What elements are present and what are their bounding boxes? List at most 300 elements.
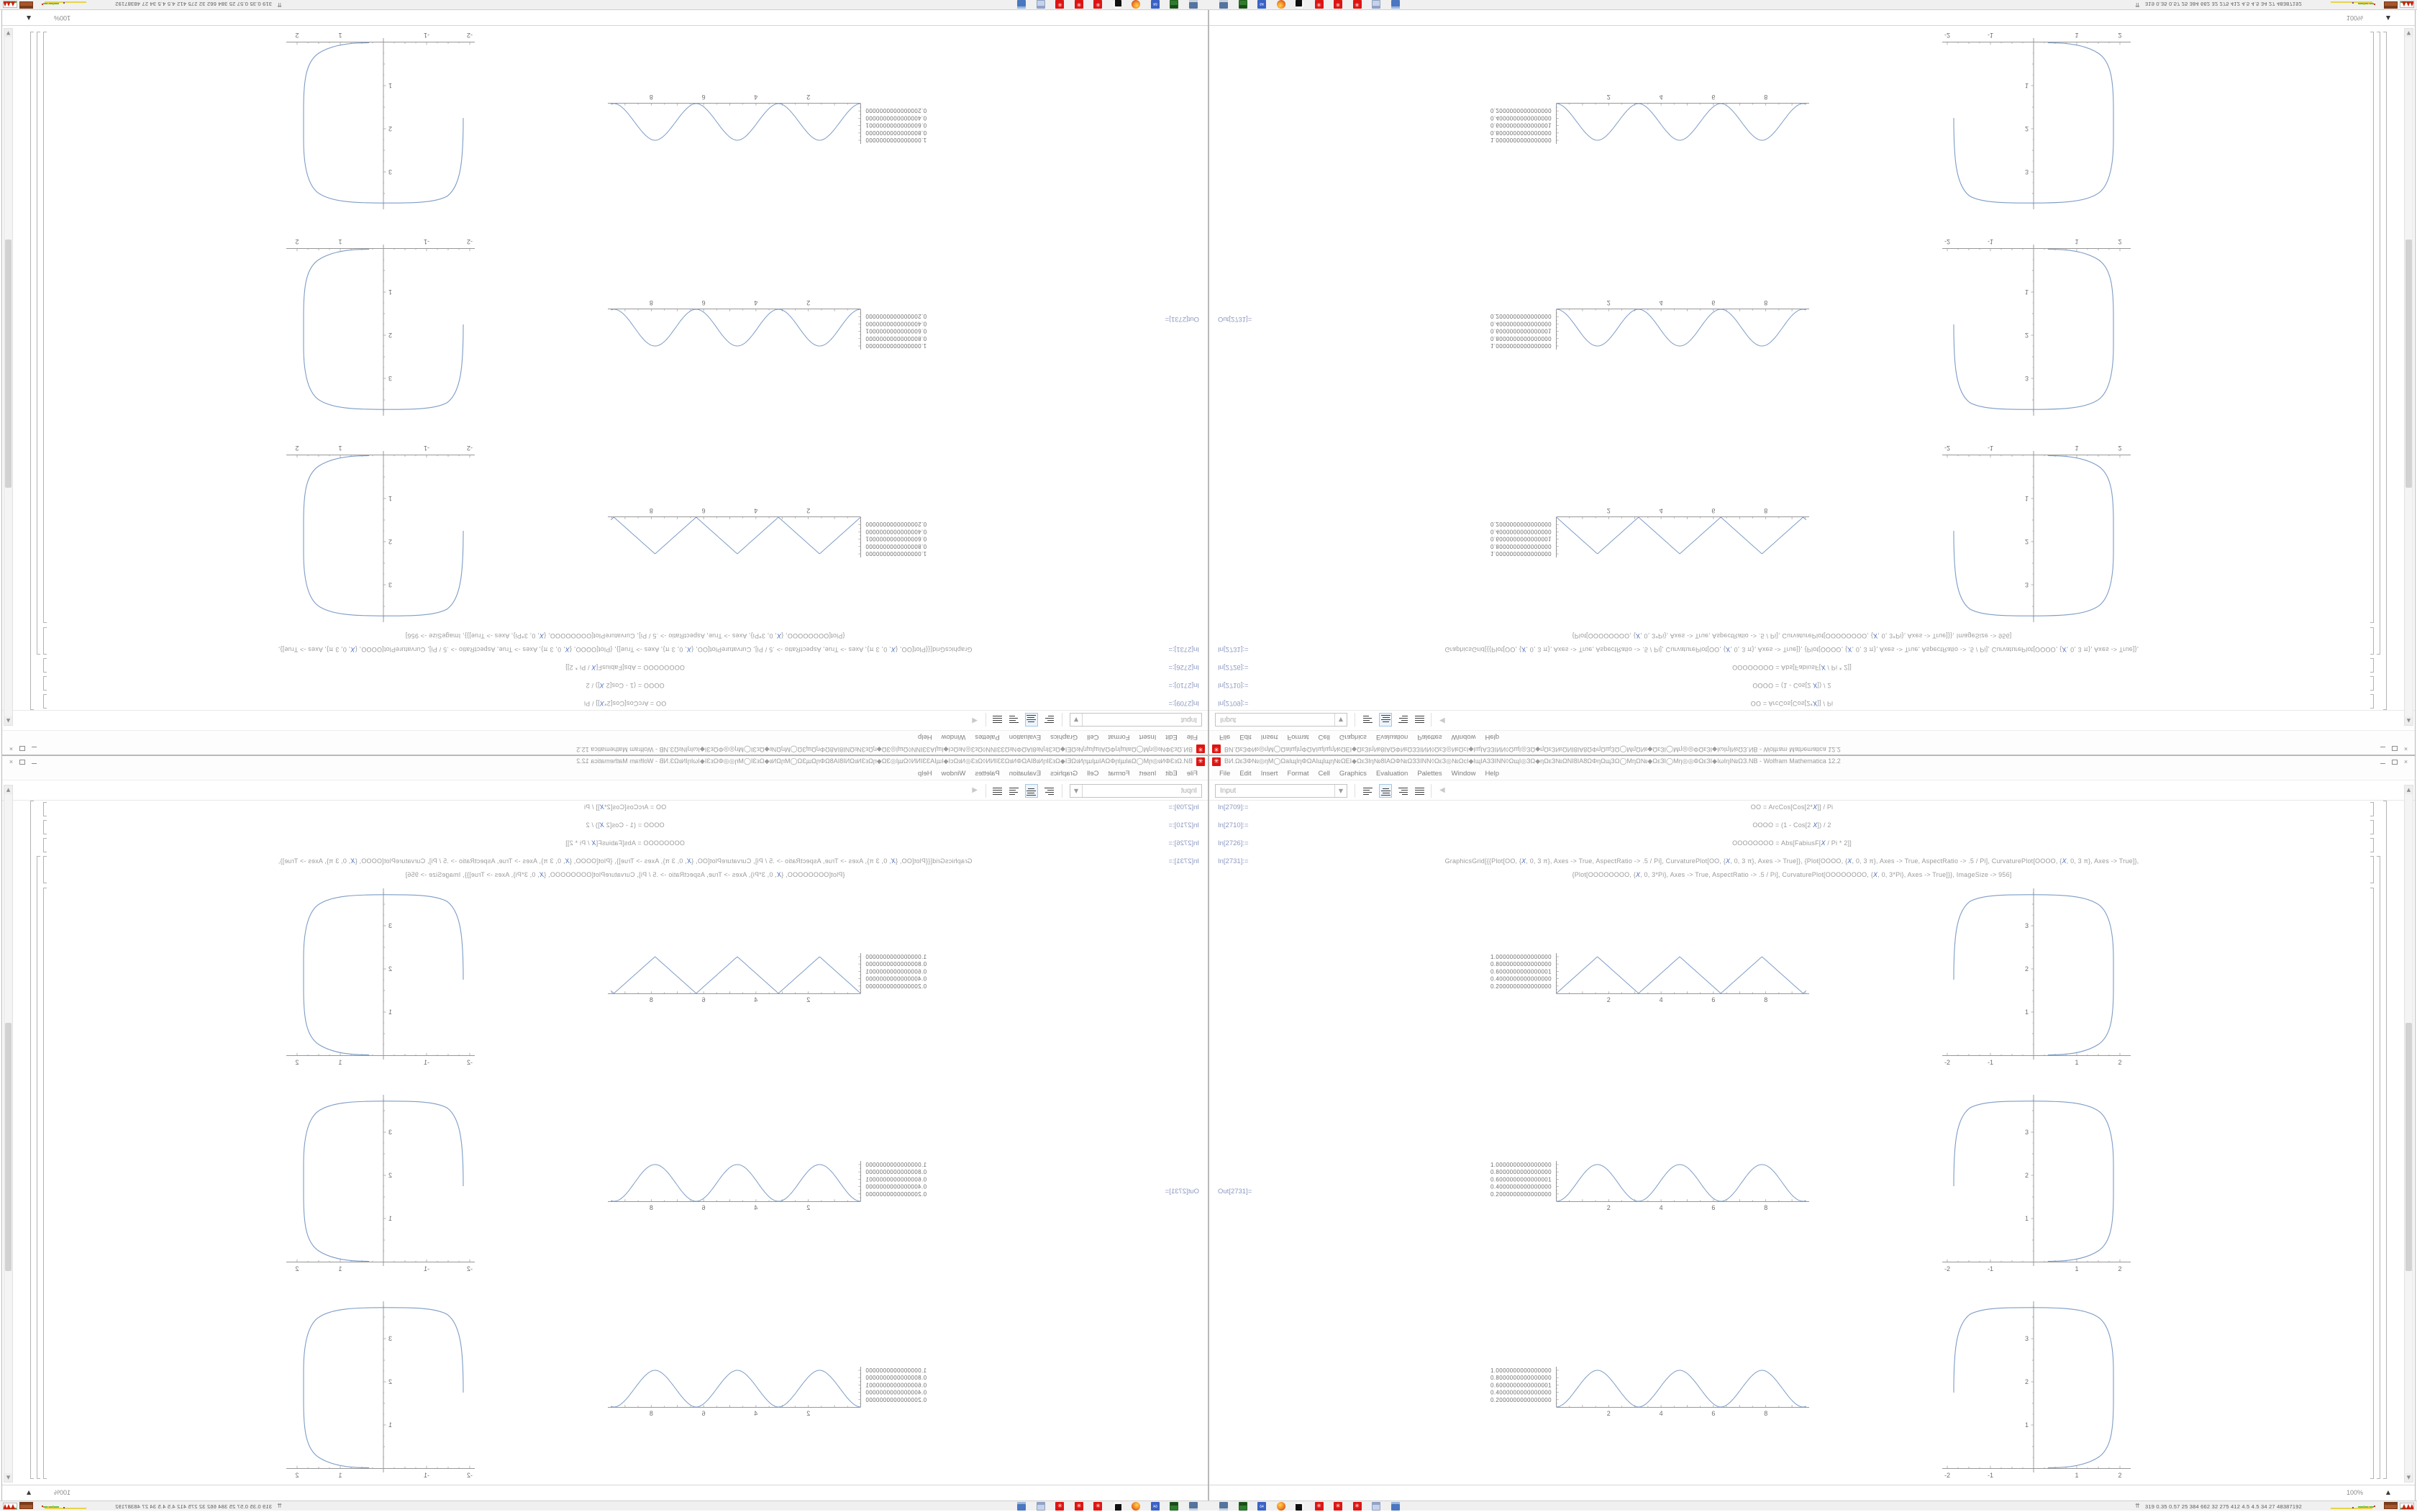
cell-bracket[interactable] — [43, 32, 47, 623]
scrollbar-thumb[interactable] — [2405, 240, 2412, 488]
menu-item-edit[interactable]: Edit — [1239, 733, 1252, 741]
menu-item-insert[interactable]: Insert — [1260, 733, 1278, 741]
svg-text:2: 2 — [2024, 1172, 2029, 1179]
menu-item-edit[interactable]: Edit — [1239, 770, 1252, 778]
restore-button[interactable] — [2390, 744, 2399, 753]
vm-taskbar-icon[interactable] — [1239, 1502, 1247, 1511]
svg-text:2: 2 — [806, 1410, 811, 1417]
cell-bracket[interactable] — [2370, 32, 2374, 623]
zoom-level[interactable]: 100% — [2346, 14, 2363, 22]
input-code-line[interactable]: OO = ArcCos[Cos[2*X]] / Pi — [1750, 700, 1834, 707]
screenshot-taskbar-icon[interactable] — [1219, 1502, 1228, 1511]
scroll-up-icon[interactable]: ▲ — [2405, 716, 2413, 725]
svg-text:0.8000000000000000: 0.8000000000000000 — [1490, 542, 1552, 550]
svg-text:1: 1 — [388, 1008, 393, 1016]
svg-text:1: 1 — [2075, 1059, 2079, 1066]
svg-text:4: 4 — [1659, 507, 1663, 514]
format-toolbar — [2, 780, 1208, 801]
cell-bracket[interactable] — [43, 676, 47, 691]
title-bar[interactable] — [2, 742, 1208, 755]
cell-style-dropdown[interactable] — [1070, 713, 1202, 727]
input-code-line[interactable]: OO = ArcCos[Cos[2*X]] / Pi — [583, 700, 667, 707]
vm-taskbar-icon[interactable] — [1170, 0, 1179, 9]
cell-bracket[interactable] — [43, 888, 47, 1479]
chevron-down-icon[interactable]: ▼ — [1334, 785, 1347, 797]
magnification-grip-icon[interactable]: ▲ — [27, 15, 32, 22]
svg-text:2: 2 — [806, 1204, 811, 1211]
tray-arrows-icon: ⇈ — [2135, 1503, 2140, 1509]
svg-text:0.4000000000000000: 0.4000000000000000 — [865, 528, 927, 535]
title-bar[interactable] — [1209, 756, 2415, 768]
align-right-button[interactable] — [1396, 713, 1409, 727]
scroll-up-icon[interactable]: ▲ — [2405, 785, 2413, 794]
menu-item-insert[interactable]: Insert — [1260, 770, 1278, 778]
svg-text:8: 8 — [1764, 1410, 1768, 1417]
svg-text:3: 3 — [388, 375, 393, 382]
tray-dot-yellow — [47, 3, 49, 4]
wave-plot-row2-sin2 — [604, 291, 942, 351]
svg-text:-1: -1 — [1987, 32, 1994, 39]
svg-text:2: 2 — [1606, 299, 1611, 306]
svg-text:2: 2 — [2024, 965, 2029, 973]
align-left-button[interactable] — [1042, 713, 1055, 727]
cell-bracket[interactable] — [2377, 856, 2380, 1479]
floppy-taskbar-icon[interactable]: 64 — [1257, 1502, 1266, 1511]
cell-bracket[interactable] — [2370, 658, 2374, 673]
calc-taskbar-icon[interactable] — [1372, 1502, 1380, 1511]
vertical-scrollbar[interactable] — [4, 785, 13, 1483]
svg-text:0.2000000000000000: 0.2000000000000000 — [1490, 1190, 1552, 1198]
calc-taskbar-icon[interactable] — [1372, 0, 1380, 9]
curvature-plot-row2 — [1939, 1092, 2134, 1273]
floppy-taskbar-icon[interactable]: 64 — [1151, 0, 1160, 9]
menu-item-help[interactable]: Help — [918, 770, 932, 778]
cell-bracket[interactable] — [43, 838, 47, 852]
scrollbar-thumb[interactable] — [5, 240, 12, 488]
svg-text:1: 1 — [338, 32, 342, 39]
menu-item-format[interactable]: Format — [1108, 733, 1130, 741]
menu-item-file[interactable]: File — [1186, 770, 1198, 778]
menu-bar — [1209, 730, 2415, 743]
window-title: ВИ.ΩεЗΦ№◎ηΜ◯ΩаΙщΙηΦΩΑΙщΙщη№ΩЕΙ◆ΩεЗΙη№8ΙΑΩΦ№ΩЗЗΙΝΝ◊ΩεЗ◎№ΩсΙ◆ΙщΙΑЗЗΙΝΝ◊ΩщΙ◎ЗΩ◆ηΩεЗ№ΩΝΙ8ΙΑ8ΩΦηΩщЗΩ◯ΜηΩ№◆ΩεЗΙ◯Μη◎◎ΦΩεЗΙ◆ΙωΙηΙ№ΩЗ.NB - Wolfram Mathematica 12.2 — [576, 757, 1193, 765]
svg-text:2: 2 — [295, 32, 299, 39]
svg-text:4: 4 — [754, 1410, 758, 1417]
svg-text:2: 2 — [806, 299, 811, 306]
window-taskbar-icon[interactable] — [1018, 0, 1027, 9]
magnification-grip-icon[interactable]: ▲ — [27, 1489, 32, 1495]
menu-item-graphics[interactable]: Graphics — [1050, 733, 1078, 741]
menu-item-palettes[interactable]: Palettes — [975, 733, 1000, 741]
align-left-button[interactable] — [1042, 784, 1055, 798]
svg-text:2: 2 — [2118, 1265, 2122, 1272]
input-code-line[interactable]: OOOO = (1 - Cos[2 X]) / 2 — [586, 682, 665, 689]
svg-text:-2: -2 — [466, 1265, 473, 1272]
cell-bracket[interactable] — [2370, 694, 2374, 709]
svg-text:4: 4 — [754, 996, 758, 1003]
firefox-taskbar-icon[interactable] — [1277, 1502, 1285, 1511]
svg-text:4: 4 — [754, 299, 758, 306]
justify-button[interactable] — [991, 713, 1003, 727]
close-button[interactable]: × — [2403, 758, 2408, 765]
cell-bracket[interactable] — [2370, 820, 2374, 834]
menu-item-window[interactable]: Window — [1451, 770, 1476, 778]
minimize-button[interactable] — [29, 744, 39, 753]
menu-item-palettes[interactable]: Palettes — [975, 770, 1000, 778]
tray-dot-purple — [2352, 1507, 2354, 1508]
cat-taskbar-icon[interactable] — [1296, 1502, 1304, 1511]
floppy-taskbar-icon[interactable]: 64 — [1151, 1502, 1160, 1511]
svg-text:2: 2 — [1606, 507, 1611, 514]
scrollbar-thumb[interactable] — [5, 1023, 12, 1271]
cell-style-dropdown[interactable] — [1215, 784, 1347, 798]
menu-item-evaluation[interactable]: Evaluation — [1009, 770, 1042, 778]
cell-bracket[interactable] — [2370, 838, 2374, 852]
menu-item-help[interactable]: Help — [1485, 770, 1499, 778]
cell-bracket[interactable] — [30, 32, 34, 710]
input-code-line[interactable]: OOOOOOOO = Abs[FabiusF[X / Pi * 2]] — [565, 839, 685, 847]
floppy-taskbar-icon[interactable]: 64 — [1257, 0, 1266, 9]
cell-label-in: In[2731]:= — [1168, 645, 1199, 653]
menu-item-cell[interactable]: Cell — [1087, 770, 1099, 778]
svg-text:0.2000000000000000: 0.2000000000000000 — [1490, 521, 1552, 528]
menu-item-graphics[interactable]: Graphics — [1339, 733, 1367, 741]
vertical-scrollbar[interactable] — [2404, 28, 2413, 726]
input-code-line[interactable]: OOOO = (1 - Cos[2 X]) / 2 — [1752, 821, 1831, 829]
input-code-line[interactable]: OOOOOOOO = Abs[FabiusF[X / Pi * 2]] — [565, 664, 685, 671]
align-center-button[interactable] — [1379, 713, 1392, 727]
svg-text:0.6000000000000001: 0.6000000000000001 — [865, 1382, 927, 1389]
svg-text:1.0000000000000000: 1.0000000000000000 — [1490, 954, 1552, 960]
mma-taskbar-icon[interactable]: ✳ — [1075, 1502, 1083, 1511]
svg-text:0.2000000000000000: 0.2000000000000000 — [865, 521, 927, 528]
svg-text:-2: -2 — [1944, 1472, 1951, 1479]
chevron-down-icon[interactable]: ▼ — [1334, 714, 1347, 726]
svg-text:8: 8 — [1764, 299, 1768, 306]
collapse-chevron-icon[interactable]: ◀ — [1439, 716, 1445, 724]
mma-taskbar-icon[interactable]: ✳ — [1353, 0, 1362, 9]
svg-text:0.8000000000000000: 0.8000000000000000 — [865, 1169, 927, 1176]
svg-text:4: 4 — [754, 507, 758, 514]
svg-text:0.2000000000000000: 0.2000000000000000 — [865, 313, 927, 320]
svg-text:2: 2 — [295, 238, 299, 245]
svg-text:0.2000000000000000: 0.2000000000000000 — [1490, 983, 1552, 990]
svg-text:4: 4 — [1659, 94, 1663, 101]
menu-item-evaluation[interactable]: Evaluation — [1375, 733, 1408, 741]
window-taskbar-icon[interactable] — [1391, 0, 1400, 9]
svg-text:-1: -1 — [1987, 238, 1994, 245]
cell-bracket[interactable] — [2370, 888, 2374, 1479]
mathematica-spikey-icon: ✳ — [1212, 744, 1221, 753]
input-code-line[interactable]: GraphicsGrid[{{Plot[OO, {X, 0, 3 π}, Axes -> True, AspectRatio -> .5 / Pi], CurvaturePlot[OO, {X, 0, 3 π}, Axes -> True]}, {Plot[OOOO, {X, 0, 3 π}, Axes -> True, AspectRatio -> .5 / Pi], CurvaturePlot[OOOO, {X, 0, 3 π}, Axes -> True]}, — [278, 857, 973, 865]
minimize-button[interactable] — [2378, 757, 2388, 766]
cell-style-dropdown[interactable] — [1070, 784, 1202, 798]
scroll-down-icon[interactable]: ▼ — [2405, 1473, 2413, 1482]
input-code-line[interactable]: OO = ArcCos[Cos[2*X]] / Pi — [583, 803, 667, 811]
align-right-button[interactable] — [1008, 784, 1021, 798]
svg-text:1.0000000000000000: 1.0000000000000000 — [865, 550, 927, 557]
cat-taskbar-icon[interactable] — [1113, 1502, 1121, 1511]
menu-item-palettes[interactable]: Palettes — [1417, 733, 1442, 741]
svg-text:-1: -1 — [423, 1059, 430, 1066]
svg-text:0.4000000000000000: 0.4000000000000000 — [865, 1183, 927, 1190]
window-taskbar-icon[interactable] — [1018, 1502, 1027, 1511]
cell-style-dropdown[interactable] — [1215, 713, 1347, 727]
vertical-scrollbar[interactable] — [4, 28, 13, 726]
scroll-up-icon[interactable]: ▲ — [4, 716, 12, 725]
scroll-down-icon[interactable]: ▼ — [4, 29, 12, 37]
tray-cpu-graph-icon — [3, 1, 17, 8]
menu-item-graphics[interactable]: Graphics — [1339, 770, 1367, 778]
justify-button[interactable] — [1414, 713, 1426, 727]
close-button[interactable]: × — [2403, 745, 2408, 752]
input-code-line[interactable]: {Plot[OOOOOOOO, {X, 0, 3*Pi}, Axes -> True, AspectRatio -> .5 / Pi], CurvaturePlot[OOOOOOOO, {X, 0, 3*Pi}, Axes -> True]}}, ImageSize -> 956] — [405, 870, 845, 878]
mma-taskbar-icon[interactable]: ✳ — [1094, 1502, 1103, 1511]
input-code-line[interactable]: GraphicsGrid[{{Plot[OO, {X, 0, 3 π}, Axes -> True, AspectRatio -> .5 / Pi], CurvaturePlot[OO, {X, 0, 3 π}, Axes -> True]}, {Plot[OOOO, {X, 0, 3 π}, Axes -> True, AspectRatio -> .5 / Pi], CurvaturePlot[OOOO, {X, 0, 3 π}, Axes -> True]}, — [1444, 857, 2139, 865]
align-right-button[interactable] — [1008, 713, 1021, 727]
menu-item-cell[interactable]: Cell — [1318, 770, 1330, 778]
title-bar[interactable] — [1209, 742, 2415, 755]
calc-taskbar-icon[interactable] — [1037, 1502, 1045, 1511]
menu-item-help[interactable]: Help — [918, 733, 932, 741]
curvature-plot-row1 — [283, 444, 478, 625]
restore-button[interactable] — [2390, 757, 2399, 766]
cell-bracket[interactable] — [2370, 676, 2374, 691]
cell-bracket[interactable] — [37, 856, 40, 1479]
svg-text:0.6000000000000001: 0.6000000000000001 — [1490, 1382, 1552, 1389]
cat-taskbar-icon[interactable] — [1113, 0, 1121, 9]
menu-item-help[interactable]: Help — [1485, 733, 1499, 741]
mathematica-notebook-quadrant — [1208, 0, 2417, 755]
mma-taskbar-icon[interactable]: ✳ — [1056, 1502, 1065, 1511]
justify-button[interactable] — [991, 784, 1003, 798]
menu-item-evaluation[interactable]: Evaluation — [1375, 770, 1408, 778]
cell-bracket[interactable] — [43, 694, 47, 709]
screenshot-taskbar-icon[interactable] — [1189, 0, 1198, 9]
align-center-button[interactable] — [1025, 713, 1038, 727]
cell-bracket[interactable] — [2383, 801, 2387, 1479]
align-center-button[interactable] — [1379, 784, 1392, 798]
scroll-down-icon[interactable]: ▼ — [2405, 29, 2413, 37]
cell-bracket[interactable] — [43, 802, 47, 816]
close-button[interactable]: × — [9, 758, 14, 765]
menu-item-palettes[interactable]: Palettes — [1417, 770, 1442, 778]
svg-text:0.4000000000000000: 0.4000000000000000 — [1490, 1183, 1552, 1190]
align-right-button[interactable] — [1396, 784, 1409, 798]
input-code-line[interactable]: {Plot[OOOOOOOO, {X, 0, 3*Pi}, Axes -> True, AspectRatio -> .5 / Pi], CurvaturePlot[OOOOOOOO, {X, 0, 3*Pi}, Axes -> True]}}, ImageSize -> 956] — [405, 632, 845, 640]
quadrant-top-right-flipped — [1208, 0, 2417, 755]
input-code-line[interactable]: OOOO = (1 - Cos[2 X]) / 2 — [586, 821, 665, 829]
format-toolbar — [2, 710, 1208, 730]
svg-text:2: 2 — [388, 538, 393, 545]
zoom-level[interactable]: 100% — [54, 1489, 71, 1496]
close-button[interactable]: × — [9, 745, 14, 752]
svg-text:6: 6 — [1711, 94, 1716, 101]
cell-bracket[interactable] — [43, 856, 47, 883]
input-code-line[interactable]: OOOOOOOO = Abs[FabiusF[X / Pi * 2]] — [1732, 839, 1852, 847]
wave-plot-row3-fabius — [1475, 1365, 1813, 1426]
system-monitor-text: 319 0.35 0.57 25 384 662 32 275 412 4.5 4.5 34 27 48387192 — [2145, 1503, 2303, 1510]
wave-plot-row3-fabius — [1475, 85, 1813, 145]
collapse-chevron-icon[interactable]: ◀ — [972, 716, 978, 724]
minimize-button[interactable] — [2378, 744, 2388, 753]
svg-text:-2: -2 — [466, 32, 473, 39]
calc-taskbar-icon[interactable] — [1037, 0, 1045, 9]
chevron-down-icon[interactable]: ▼ — [1070, 714, 1083, 726]
menu-item-format[interactable]: Format — [1287, 770, 1309, 778]
svg-text:1: 1 — [2075, 1472, 2079, 1479]
cell-bracket[interactable] — [43, 658, 47, 673]
svg-text:2: 2 — [2118, 1472, 2122, 1479]
svg-text:0.4000000000000000: 0.4000000000000000 — [1490, 975, 1552, 983]
svg-text:6: 6 — [1711, 507, 1716, 514]
mma-taskbar-icon[interactable]: ✳ — [1094, 0, 1103, 9]
magnification-grip-icon[interactable]: ▲ — [2385, 1489, 2390, 1495]
mma-taskbar-icon[interactable]: ✳ — [1353, 1502, 1362, 1511]
input-code-line[interactable]: {Plot[OOOOOOOO, {X, 0, 3*Pi}, Axes -> True, AspectRatio -> .5 / Pi], CurvaturePlot[OOOOOOOO, {X, 0, 3*Pi}, Axes -> True]}}, ImageSize -> 956] — [1572, 632, 2012, 640]
mma-taskbar-icon[interactable]: ✳ — [1334, 1502, 1342, 1511]
zoom-level[interactable]: 100% — [2346, 1489, 2363, 1496]
minimize-button[interactable] — [29, 757, 39, 766]
tray-dot-yellow — [2363, 4, 2364, 5]
vm-taskbar-icon[interactable] — [1239, 0, 1247, 9]
restore-button[interactable] — [18, 757, 27, 766]
align-left-button[interactable] — [1362, 713, 1375, 727]
collapse-chevron-icon[interactable]: ◀ — [1439, 786, 1445, 794]
menu-item-file[interactable]: File — [1219, 733, 1231, 741]
align-center-button[interactable] — [1025, 784, 1038, 798]
cell-bracket[interactable] — [30, 801, 34, 1479]
scroll-down-icon[interactable]: ▼ — [4, 1473, 12, 1482]
vm-taskbar-icon[interactable] — [1170, 1502, 1179, 1511]
input-code-line[interactable]: {Plot[OOOOOOOO, {X, 0, 3*Pi}, Axes -> True, AspectRatio -> .5 / Pi], CurvaturePlot[OOOOOOOO, {X, 0, 3*Pi}, Axes -> True]}}, ImageSize -> 956] — [1572, 870, 2012, 878]
align-left-button[interactable] — [1362, 784, 1375, 798]
scroll-up-icon[interactable]: ▲ — [4, 785, 12, 794]
menu-item-window[interactable]: Window — [1451, 733, 1476, 741]
menu-item-edit[interactable]: Edit — [1165, 733, 1178, 741]
firefox-taskbar-icon[interactable] — [1132, 0, 1141, 9]
screenshot-taskbar-icon[interactable] — [1189, 1502, 1198, 1511]
cell-bracket[interactable] — [43, 820, 47, 834]
menu-item-window[interactable]: Window — [941, 770, 966, 778]
title-bar[interactable] — [2, 756, 1208, 768]
zoom-level[interactable]: 100% — [54, 14, 71, 22]
tray-cpu-graph-icon — [3, 1503, 17, 1510]
menu-item-insert[interactable]: Insert — [1139, 770, 1157, 778]
cell-label-in: In[2726]:= — [1218, 839, 1249, 847]
cell-bracket[interactable] — [2370, 627, 2374, 655]
mma-taskbar-icon[interactable]: ✳ — [1315, 0, 1324, 9]
svg-text:1: 1 — [388, 288, 393, 296]
system-monitor-text: 319 0.35 0.57 25 384 662 32 275 412 4.5 4.5 34 27 48387192 — [2145, 1, 2303, 7]
svg-text:0.4000000000000000: 0.4000000000000000 — [1490, 320, 1552, 327]
svg-text:2: 2 — [295, 1265, 299, 1272]
magnification-grip-icon[interactable]: ▲ — [2385, 15, 2390, 22]
taskbar — [1208, 1500, 2417, 1511]
wave-plot-row1-triangle — [604, 952, 942, 1012]
cell-bracket[interactable] — [2383, 32, 2387, 710]
justify-button[interactable] — [1414, 784, 1426, 798]
input-code-line[interactable]: GraphicsGrid[{{Plot[OO, {X, 0, 3 π}, Axes -> True, AspectRatio -> .5 / Pi], CurvaturePlot[OO, {X, 0, 3 π}, Axes -> True]}, {Plot[OOOO, {X, 0, 3 π}, Axes -> True, AspectRatio -> .5 / Pi], CurvaturePlot[OOOO, {X, 0, 3 π}, Axes -> True]}, — [278, 646, 973, 653]
menu-item-window[interactable]: Window — [941, 733, 966, 741]
svg-text:0.6000000000000001: 0.6000000000000001 — [865, 1176, 927, 1183]
menu-item-file[interactable]: File — [1186, 733, 1198, 741]
svg-text:0.8000000000000000: 0.8000000000000000 — [1490, 334, 1552, 342]
window-taskbar-icon[interactable] — [1391, 1502, 1400, 1511]
menu-item-evaluation[interactable]: Evaluation — [1009, 733, 1042, 741]
svg-text:1: 1 — [2024, 495, 2029, 502]
vertical-scrollbar[interactable] — [2404, 785, 2413, 1483]
mma-taskbar-icon[interactable]: ✳ — [1315, 1502, 1324, 1511]
input-code-line[interactable]: OOOO = (1 - Cos[2 X]) / 2 — [1752, 682, 1831, 689]
cell-label-out: Out[2731]= — [1165, 315, 1199, 323]
cell-bracket[interactable] — [2370, 802, 2374, 816]
svg-text:-2: -2 — [1944, 1265, 1951, 1272]
menu-item-edit[interactable]: Edit — [1165, 770, 1178, 778]
svg-text:0.4000000000000000: 0.4000000000000000 — [865, 320, 927, 327]
mma-taskbar-icon[interactable]: ✳ — [1056, 0, 1065, 9]
svg-text:2: 2 — [806, 507, 811, 514]
mathematica-spikey-icon: ✳ — [1212, 757, 1221, 766]
menu-item-graphics[interactable]: Graphics — [1050, 770, 1078, 778]
format-toolbar — [1209, 780, 2415, 801]
svg-text:4: 4 — [754, 1204, 758, 1211]
firefox-taskbar-icon[interactable] — [1132, 1502, 1141, 1511]
svg-text:8: 8 — [1764, 1204, 1768, 1211]
chevron-down-icon[interactable]: ▼ — [1070, 785, 1083, 797]
cell-bracket[interactable] — [37, 32, 40, 655]
menu-item-file[interactable]: File — [1219, 770, 1231, 778]
cell-label-in: In[2731]:= — [1218, 645, 1249, 653]
tray-meter-green — [43, 1506, 59, 1508]
input-code-line[interactable]: GraphicsGrid[{{Plot[OO, {X, 0, 3 π}, Axes -> True, AspectRatio -> .5 / Pi], CurvaturePlot[OO, {X, 0, 3 π}, Axes -> True]}, {Plot[OOOO, {X, 0, 3 π}, Axes -> True, AspectRatio -> .5 / Pi], CurvaturePlot[OOOO, {X, 0, 3 π}, Axes -> True]}, — [1444, 646, 2139, 653]
menu-item-format[interactable]: Format — [1287, 733, 1309, 741]
restore-button[interactable] — [18, 744, 27, 753]
svg-text:1.0000000000000000: 1.0000000000000000 — [1490, 137, 1552, 143]
svg-text:1: 1 — [388, 82, 393, 89]
screenshot-taskbar-icon[interactable] — [1219, 0, 1228, 9]
svg-text:1: 1 — [338, 1265, 342, 1272]
status-bar — [1209, 1485, 2415, 1501]
menu-item-cell[interactable]: Cell — [1318, 733, 1330, 741]
cell-bracket[interactable] — [2377, 32, 2380, 655]
scrollbar-thumb[interactable] — [2405, 1023, 2412, 1271]
tray-meter-green — [2358, 1506, 2374, 1508]
tray-arrows-icon: ⇈ — [277, 1503, 282, 1509]
svg-text:-2: -2 — [466, 445, 473, 452]
svg-text:1: 1 — [2075, 32, 2079, 39]
tray-meter-green — [43, 3, 59, 4]
firefox-taskbar-icon[interactable] — [1277, 0, 1285, 9]
input-code-line[interactable]: OOOOOOOO = Abs[FabiusF[X / Pi * 2]] — [1732, 664, 1852, 671]
svg-text:6: 6 — [701, 299, 706, 306]
menu-item-insert[interactable]: Insert — [1139, 733, 1157, 741]
input-code-line[interactable]: OO = ArcCos[Cos[2*X]] / Pi — [1750, 803, 1834, 811]
cell-label-out: Out[2731]= — [1165, 1188, 1199, 1196]
window-title: ВИ.ΩεЗΦ№◎ηΜ◯ΩаΙщΙηΦΩΑΙщΙщη№ΩЕΙ◆ΩεЗΙη№8ΙΑΩΦ№ΩЗЗΙΝΝ◊ΩεЗ◎№ΩсΙ◆ΙщΙΑЗЗΙΝΝ◊ΩщΙ◎ЗΩ◆ηΩεЗ№ΩΝΙ8ΙΑ8ΩΦηΩщЗΩ◯ΜηΩ№◆ΩεЗΙ◯Μη◎◎ΦΩεЗΙ◆ΙωΙηΙ№ΩЗ.NB - Wolfram Mathematica 12.2 — [1224, 757, 1841, 765]
mma-taskbar-icon[interactable]: ✳ — [1334, 0, 1342, 9]
menu-item-cell[interactable]: Cell — [1087, 733, 1099, 741]
svg-text:1.0000000000000000: 1.0000000000000000 — [1490, 342, 1552, 349]
curvature-plot-row1 — [283, 885, 478, 1067]
cat-taskbar-icon[interactable] — [1296, 0, 1304, 9]
mma-taskbar-icon[interactable]: ✳ — [1075, 0, 1083, 9]
svg-text:0.4000000000000000: 0.4000000000000000 — [1490, 114, 1552, 122]
cell-bracket[interactable] — [43, 627, 47, 655]
collapse-chevron-icon[interactable]: ◀ — [972, 786, 978, 794]
tray-dot-red — [42, 1506, 43, 1507]
cell-bracket[interactable] — [2370, 856, 2374, 883]
menu-item-format[interactable]: Format — [1108, 770, 1130, 778]
